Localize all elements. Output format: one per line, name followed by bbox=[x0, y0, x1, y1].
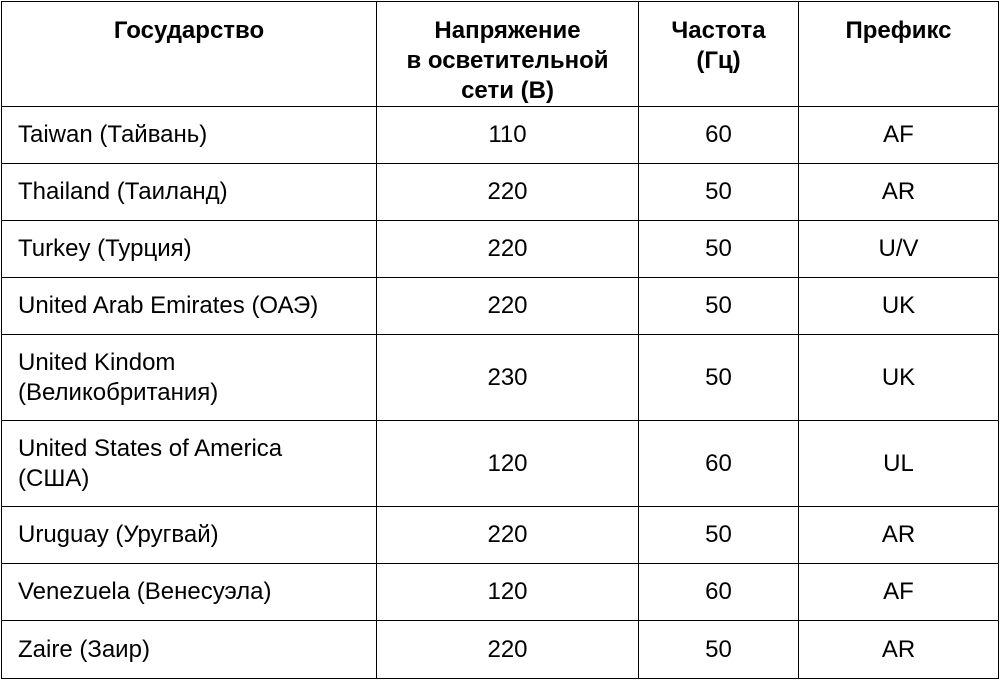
country-cell bbox=[2, 507, 377, 564]
header-prefix bbox=[799, 2, 999, 107]
country-cell bbox=[2, 164, 377, 221]
table-row bbox=[2, 221, 999, 278]
frequency-cell: 60 bbox=[639, 107, 799, 164]
table-row bbox=[2, 335, 999, 421]
frequency-cell: 50 bbox=[639, 335, 799, 421]
header-prefix-label: Префикс bbox=[845, 17, 952, 44]
header-frequency bbox=[639, 2, 799, 107]
country-cell bbox=[2, 221, 377, 278]
country-name-local: (Великобритания) bbox=[18, 378, 219, 406]
header-country-label: Государство bbox=[113, 17, 265, 44]
header-voltage bbox=[377, 2, 639, 107]
voltage-cell: 110 bbox=[377, 107, 639, 164]
country-name: Uruguay (Уругвай) bbox=[18, 521, 219, 548]
table-row bbox=[2, 278, 999, 335]
frequency-cell: 50 bbox=[639, 221, 799, 278]
table-row bbox=[2, 421, 999, 507]
table-row bbox=[2, 164, 999, 221]
country-name: Thailand (Таиланд) bbox=[18, 178, 228, 205]
header-country bbox=[2, 2, 377, 107]
country-cell bbox=[2, 278, 377, 335]
country-name: United Arab Emirates (ОАЭ) bbox=[18, 292, 319, 319]
prefix-cell: UK bbox=[799, 335, 999, 421]
prefix-cell: AF bbox=[799, 564, 999, 621]
frequency-cell: 50 bbox=[639, 507, 799, 564]
frequency-cell: 50 bbox=[639, 278, 799, 335]
voltage-table bbox=[1, 1, 999, 679]
frequency-cell: 60 bbox=[639, 564, 799, 621]
prefix-cell: AR bbox=[799, 164, 999, 221]
table-row bbox=[2, 621, 999, 679]
prefix-cell: U/V bbox=[799, 221, 999, 278]
voltage-cell: 220 bbox=[377, 164, 639, 221]
voltage-cell: 220 bbox=[377, 221, 639, 278]
prefix-cell: UL bbox=[799, 421, 999, 507]
voltage-cell: 220 bbox=[377, 278, 639, 335]
frequency-cell: 50 bbox=[639, 164, 799, 221]
country-cell bbox=[2, 335, 377, 421]
header-frequency-line2: (Гц) bbox=[696, 47, 741, 74]
prefix-cell: AF bbox=[799, 107, 999, 164]
prefix-cell: UK bbox=[799, 278, 999, 335]
header-voltage-line2: в осветительной bbox=[406, 47, 609, 74]
header-row bbox=[2, 2, 999, 107]
table-row bbox=[2, 107, 999, 164]
header-frequency-line1: Частота bbox=[671, 17, 766, 44]
country-name: United Kindom bbox=[18, 348, 176, 376]
country-cell bbox=[2, 564, 377, 621]
country-name: Venezuela (Венесуэла) bbox=[18, 578, 272, 605]
frequency-cell: 50 bbox=[639, 621, 799, 679]
country-name: Taiwan (Тайвань) bbox=[18, 121, 208, 148]
country-name: Zaire (Заир) bbox=[18, 635, 150, 663]
voltage-cell: 230 bbox=[377, 335, 639, 421]
voltage-cell: 220 bbox=[377, 621, 639, 679]
country-name: Turkey (Турция) bbox=[18, 235, 192, 262]
voltage-cell: 220 bbox=[377, 507, 639, 564]
country-cell bbox=[2, 107, 377, 164]
header-voltage-line3: сети (В) bbox=[461, 77, 554, 104]
table-row bbox=[2, 507, 999, 564]
frequency-cell: 60 bbox=[639, 421, 799, 507]
header-voltage-line1: Напряжение bbox=[434, 17, 581, 44]
prefix-cell: AR bbox=[799, 507, 999, 564]
country-name-local: (США) bbox=[18, 464, 90, 492]
voltage-cell: 120 bbox=[377, 564, 639, 621]
country-cell bbox=[2, 421, 377, 507]
country-cell bbox=[2, 621, 377, 679]
country-name: United States of America bbox=[18, 434, 283, 462]
voltage-cell: 120 bbox=[377, 421, 639, 507]
prefix-cell: AR bbox=[799, 621, 999, 679]
table-row bbox=[2, 564, 999, 621]
